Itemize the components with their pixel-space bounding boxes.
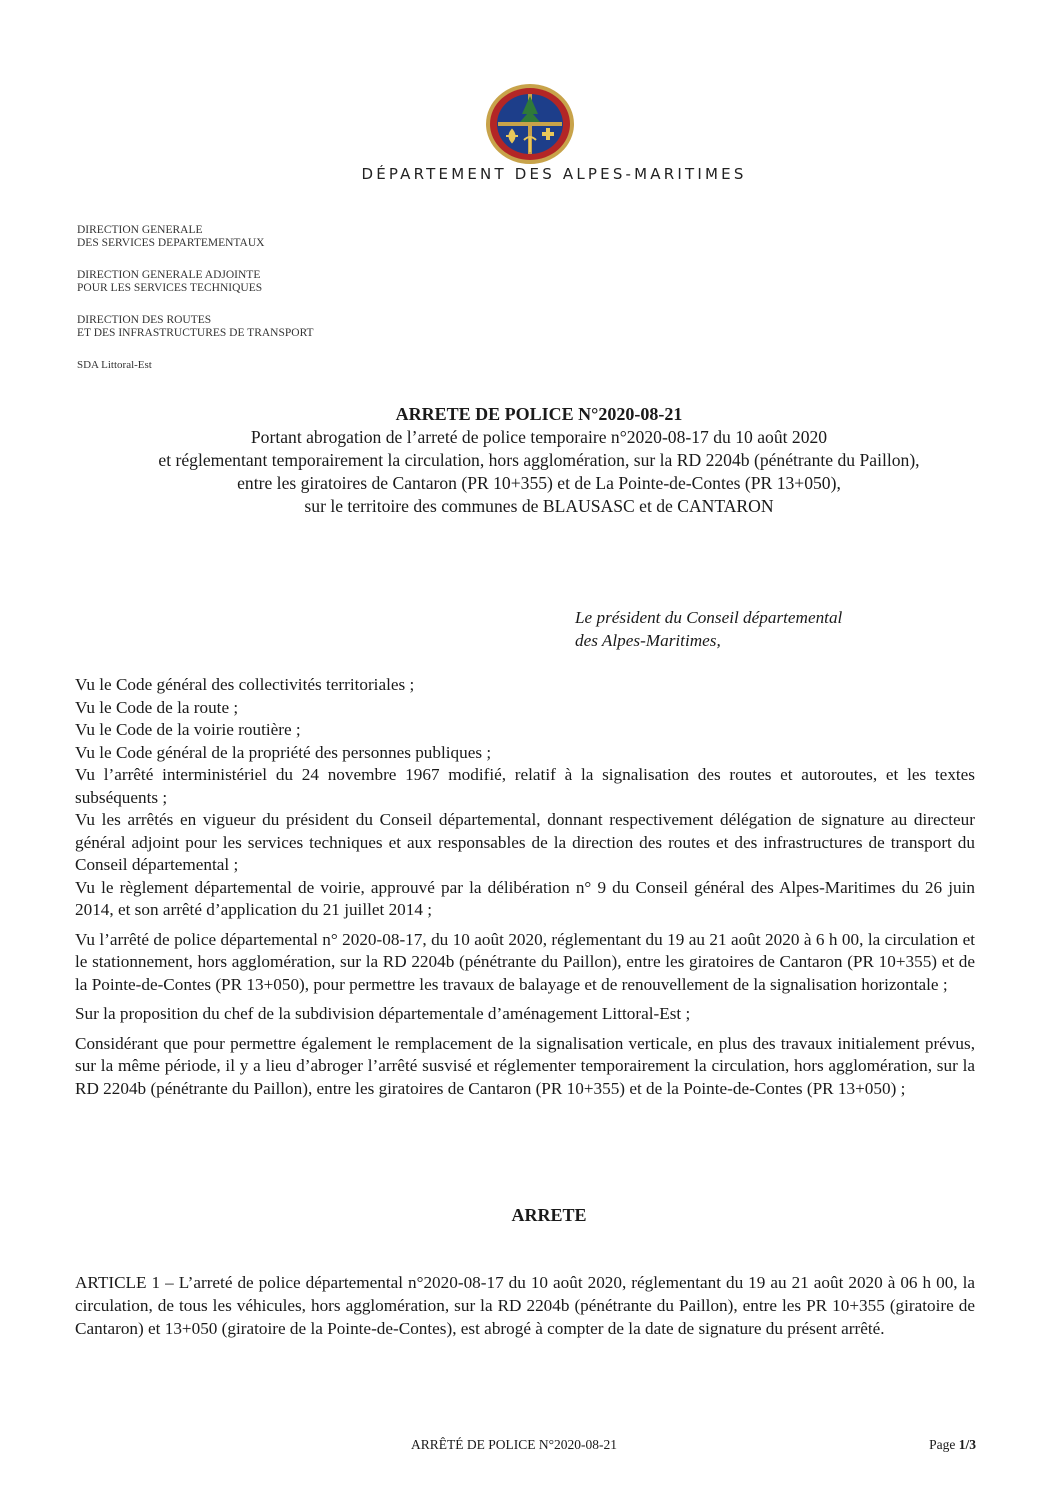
considerations-list bbox=[75, 674, 975, 1100]
document-title: ARRETE DE POLICE N°2020-08-21 bbox=[395, 404, 683, 424]
footer-page-number bbox=[929, 1437, 976, 1453]
consideration-item: Vu le Code de la voirie routière ; bbox=[75, 720, 301, 739]
sda-label: SDA Littoral-Est bbox=[77, 359, 152, 371]
consideration-item: Vu le Code de la route ; bbox=[75, 697, 239, 717]
consideration-item: Vu l’arrêté interministériel du 24 novembre 1967 modifié, relatif à la signalisation des routes et autoroutes, et les textes subséquents ; bbox=[75, 765, 975, 807]
title-line: entre les giratoires de Cantaron (PR 10+355) et de La Pointe-de-Contes (PR 13+050), bbox=[237, 473, 841, 493]
footer-document-reference: ARRÊTÉ DE POLICE N°2020-08-21 bbox=[411, 1437, 618, 1452]
president-line: Le président du Conseil départemental bbox=[575, 608, 843, 627]
department-coat-of-arms-logo bbox=[484, 82, 576, 166]
consideration-item: Vu le Code général de la propriété des personnes publiques ; bbox=[75, 742, 492, 762]
consideration-item: Vu le Code général des collectivités territoriales ; bbox=[75, 675, 415, 694]
service-line: ET DES INFRASTRUCTURES DE TRANSPORT bbox=[77, 327, 314, 339]
services-list bbox=[77, 224, 314, 372]
service-block bbox=[77, 224, 314, 250]
page-label: Page bbox=[929, 1437, 959, 1452]
service-line: POUR LES SERVICES TECHNIQUES bbox=[77, 282, 263, 294]
department-name: DÉPARTEMENT DES ALPES-MARITIMES bbox=[361, 165, 747, 183]
page-number: 1/3 bbox=[958, 1437, 976, 1452]
service-line: DIRECTION DES ROUTES bbox=[77, 314, 212, 326]
service-line: DES SERVICES DEPARTEMENTAUX bbox=[77, 237, 265, 249]
title-line: et réglementant temporairement la circulation, hors agglomération, sur la RD 2204b (pénétrante du Paillon), bbox=[158, 450, 920, 470]
consideration-item: Considérant que pour permettre également le remplacement de la signalisation verticale, en plus des travaux initialement prévus, sur la même période, il y a lieu d’abroger l’arrêté susvisé et réglementer temporairement la circulation, hors agglomération, sur la RD 2204b (pénétrante du Paillon), entre les giratoires de Cantaron (PR 10+355) et de la Pointe-de-Contes (PR 13+050) ; bbox=[75, 1033, 975, 1098]
service-block bbox=[77, 314, 314, 340]
title-line: Portant abrogation de l’arreté de police temporaire n°2020-08-17 du 10 août 2020 bbox=[250, 427, 828, 447]
service-line: DIRECTION GENERALE ADJOINTE bbox=[77, 269, 261, 281]
consideration-item: Sur la proposition du chef de la subdivision départementale d’aménagement Littoral-Est ; bbox=[75, 1004, 691, 1023]
president-line: des Alpes-Maritimes, bbox=[575, 631, 721, 650]
article-1: ARTICLE 1 – L’arreté de police départemental n°2020-08-17 du 10 août 2020, réglementant du 19 au 21 août 2020 à 06 h 00, la circulation, de tous les véhicules, hors agglomération, sur la RD 2204b (pénétrante du Paillon), entre les PR 10+355 (giratoire de Cantaron) et 13+050 (giratoire de la Pointe-de-Contes), est abrogé à compter de la date de signature du présent arrêté. bbox=[75, 1273, 975, 1338]
consideration-item: Vu le règlement départemental de voirie, approuvé par la délibération n° 9 du Conseil général des Alpes-Maritimes du 26 juin 2014, et son arrêté d’application du 21 juillet 2014 ; bbox=[75, 877, 975, 919]
consideration-item: Vu les arrêtés en vigueur du président du Conseil départemental, donnant respectivement délégation de signature au directeur général adjoint pour les services techniques et aux responsables de la direction des routes et des infrastructures de transport du Conseil départemental ; bbox=[75, 810, 975, 874]
document-title-block bbox=[60, 403, 1018, 518]
arrete-heading: ARRETE bbox=[511, 1205, 587, 1225]
service-block bbox=[77, 269, 314, 295]
title-line: sur le territoire des communes de BLAUSASC et de CANTARON bbox=[304, 496, 774, 516]
consideration-item: Vu l’arrêté de police départemental n° 2020-08-17, du 10 août 2020, réglementant du 19 au 21 août 2020 à 6 h 00, la circulation et le stationnement, hors agglomération, sur la RD 2204b (pénétrante du Paillon), entre les giratoires de Cantaron (PR 10+355) et de la Pointe-de-Contes (PR 13+050), pour permettre les travaux de balayage et de renouvellement de la signalisation horizontale ; bbox=[75, 929, 975, 994]
service-line: DIRECTION GENERALE bbox=[77, 224, 203, 236]
president-signatory bbox=[575, 606, 842, 652]
